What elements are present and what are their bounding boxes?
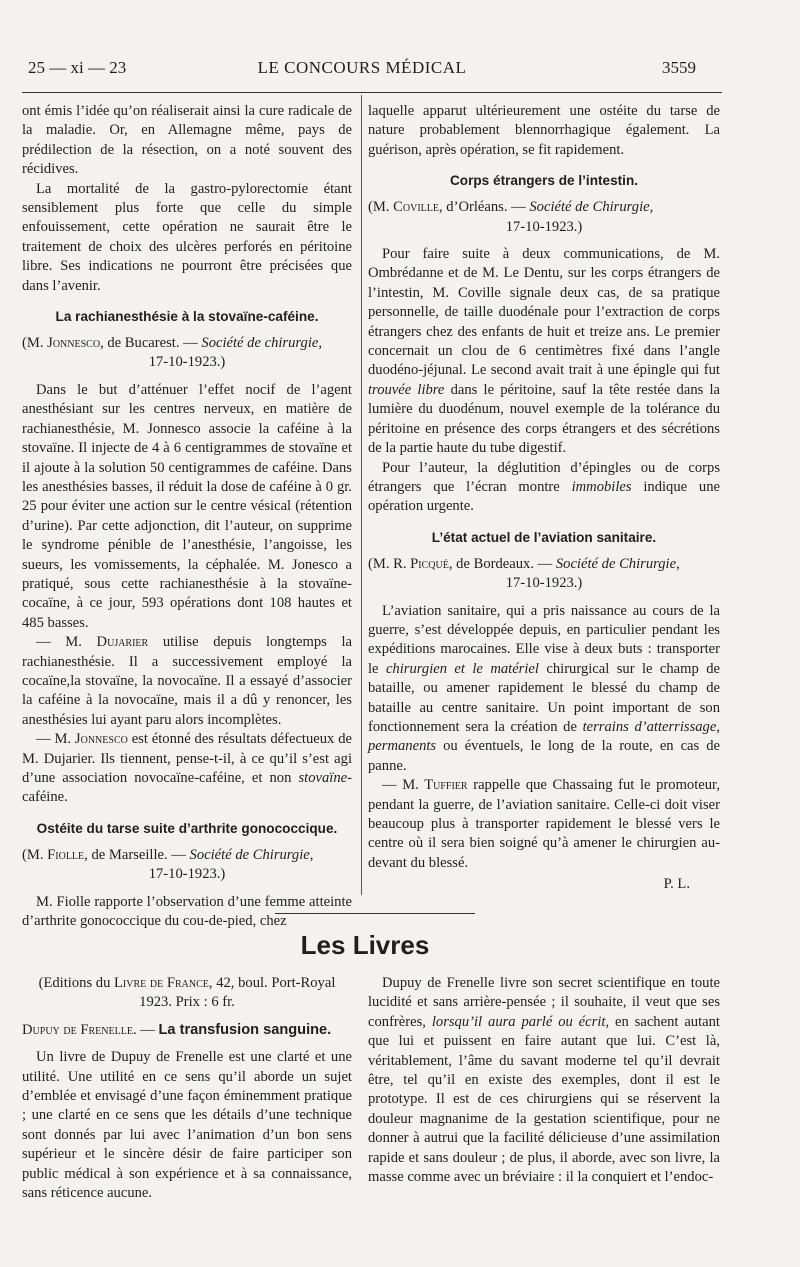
section-source: (M. R. Picqué, de Bordeaux. — Société de Chirurgie, 17-10-1923.) (368, 555, 720, 594)
issue-date: 25 — xi — 23 (28, 58, 127, 77)
source-date: 17-10-1923.) (148, 354, 226, 371)
left-column (22, 102, 352, 931)
book-publisher: (Editions du Livre de France, 42, boul. Port-Royal 1923. Prix : 6 fr. (38, 975, 336, 1011)
paragraph: L’aviation sanitaire, qui a pris naissance au cours de la guerre, s’est développée depuis, en particulier pendant les expéditions marocaines. Elle vise à deux buts : transporter le chirurgien et le matériel chirurgical sur le champ de bataille, ou amener rapidement le blessé du champ de bataille au centre sanitaire. Un point important de son fonctionnement sera la création de terrains d’atterrissage, permanents ou éventuels, le long de la route, en cas de panne. (368, 602, 720, 774)
section-source: (M. Coville, d’Orléans. — Société de Chirurgie, 17-10-1923.) (368, 198, 720, 237)
section-source: (M. Fiolle, de Marseille. — Société de Chirurgie, 17-10-1923.) (22, 846, 352, 885)
paragraph: La mortalité de la gastro-pylorectomie étant sensiblement plus forte que celle du simple enfouissement, cette opération ne saurait être le traitement de choix des ulcères perforés en péritoine libre. Ses indications ne pourront être précisées que dans l’avenir. (22, 180, 352, 294)
books-right-column (368, 974, 720, 1187)
section-heading: La rachianesthésie à la stovaïne-caféine. (55, 309, 319, 325)
source-date: 17-10-1923.) (505, 218, 583, 235)
paragraph: Pour l’auteur, la déglutition d’épingles ou de corps étrangers que l’écran montre immobiles indique une opération urgente. (368, 459, 720, 515)
paragraph: Dans le but d’atténuer l’effet nocif de l’agent anesthésiant sur les centres nerveux, en matière de rachianesthésie, M. Jonnesco associe la caféine à la stovaïne. Il injecte de 4 à 6 centigrammes de stovaïne et il ajoute à la solution 50 centigrammes de caféine. Dans les anesthésies basses, il réduit la dose de caféine à 0 gr. 25 pour éviter une action sur le centre vésical (rétention d’urine). Par cette adjonction, dit l’auteur, on supprime le syndrome pénible de l’anesthésie, l’angoisse, les sueurs, les vomissements, la céphalée. M. Jonesco a pratiqué, sous cette rachianesthésie à la stovaïne-cocaïne, à ce jour, 593 opérations dont 108 hautes et 485 basses. (22, 381, 352, 631)
book-heading: Dupuy de Frenelle. — La transfusion sanguine. (22, 1021, 332, 1038)
paragraph: — M. Tuffier rappelle que Chassaing fut le promoteur, pendant la guerre, de l’aviation sanitaire. Celle-ci doit viser beaucoup plus à transporter rapidement le blessé vers le centre où il sera bien soigné qu’à amener le chirurgien au-devant du blessé. (368, 777, 720, 871)
section-source: (M. Jonnesco, de Bucarest. — Société de chirurgie, 17-10-1923.) (22, 334, 352, 373)
section-heading: Ostéite du tarse suite d’arthrite gonococcique. (36, 820, 338, 836)
books-section-title: Les Livres (300, 930, 430, 960)
source-date: 17-10-1923.) (505, 575, 583, 592)
source-date: 17-10-1923.) (148, 866, 226, 883)
paragraph: — M. Jonnesco est étonné des résultats défectueux de M. Dujarier. Ils tiennent, pense-t-il, à ce qu’il s’est agi d’une association novocaïne-caféine, et non stovaïne-caféine. (22, 731, 352, 806)
book-title: La transfusion sanguine. (158, 1021, 332, 1038)
source-author: M. Jonnesco (26, 335, 101, 352)
books-left-column (22, 974, 352, 1203)
signature: P. L. (663, 876, 690, 893)
column-divider (361, 95, 362, 895)
source-author: M. Fiolle (26, 846, 85, 863)
paragraph: M. Fiolle rapporte l’observation d’une femme atteinte d’arthrite gonococcique du cou-de-pied, chez (22, 893, 352, 930)
source-author: M. R. Picqué (372, 555, 449, 572)
source-society: Société de chirurgie, (201, 335, 323, 352)
source-society: Société de Chirurgie, (555, 555, 680, 572)
section-heading: Corps étrangers de l’intestin. (449, 173, 639, 189)
book-author: Dupuy de Frenelle (22, 1021, 133, 1038)
source-author: M. Coville (372, 199, 439, 216)
journal-title: LE CONCOURS MÉDICAL (257, 58, 467, 77)
paragraph: Pour faire suite à deux communications, de M. Ombrédanne et de M. Le Dentu, sur les corps étrangers de l’intestin, M. Coville signale deux cas, de sa pratique personnelle, de taille duodénale pour l’extraction de corps étrangers chez des enfants de huit et treize ans. Le premier concernait un clou de 6 centimètres fixé dans l’angle duodéno-jéjunal. Le second avait trait à une épingle qui fut trouvée libre dans le péritoine, sauf la tête restée dans la lumière du duodénum, nouvel exemple de la tolérance du péritoine en présence des corps étrangers et des sécrétions de la partie haute du tube digestif. (368, 246, 721, 457)
paragraph: — M. Dujarier utilise depuis longtemps la rachianesthésie. Il a successivement employé la cocaïne,la stovaïne, la novocaïne. Il a essayé d’associer la caféine à la novocaïne, mais il a dû y renoncer, les anesthésies lui ayant paru alors incomplètes. (22, 634, 352, 728)
section-heading: L’état actuel de l’aviation sanitaire. (431, 529, 657, 545)
source-society: Société de Chirurgie, (189, 846, 314, 863)
paragraph: ont émis l’idée qu’on réaliserait ainsi la cure radicale de la maladie. Or, en Allemagne même, pays de prédilection de la résection, on a noté souvent des récidives. (22, 103, 352, 178)
paragraph: Un livre de Dupuy de Frenelle est une clarté et une utilité. Une utilité en ce sens qu’il aborde un sujet d’emblée et envisagé d’une façon éminemment pratique ; une clarté en ce sens que les détails d’une technique sont donnés par lui avec l’animation d’un bon sens supérieur et le sincère désir de faire participer son public médical à son expérience et à sa connaissance, sans réticence aucune. (22, 1049, 352, 1202)
page-number: 3559 (662, 58, 696, 77)
paragraph: Dupuy de Frenelle livre son secret scientifique en toute lucidité et sans arrière-pensée ; il souhaite, il veut que ses confrères, lorsqu’il aura parlé ou écrit, en sachent autant que lui et puissent en faire autant que lui. C’est là, véritablement, l’âme du savant moderne tel qu’il devrait être, tel qu’il en existe des exemples, dont il est le prototype. Il est de ces chirurgiens qui se réservent la douleur magnanime de la gestation scientifique, pour ne donner à autrui que la facilité délicieuse d’une assimilation rapide et sans douleur ; de plus, il aborde, avec son livre, la masse comme avec un bréviaire : il la conquiert et l’endoc- (368, 975, 720, 1186)
header-rule (22, 92, 722, 93)
source-society: Société de Chirurgie, (529, 199, 654, 216)
paragraph: laquelle apparut ultérieurement une ostéite du tarse de nature probablement blennorrhagique également. La guérison, après opération, se fit rapidement. (368, 103, 720, 158)
right-column (368, 102, 720, 895)
running-head (28, 58, 696, 84)
section-separator (275, 913, 475, 914)
